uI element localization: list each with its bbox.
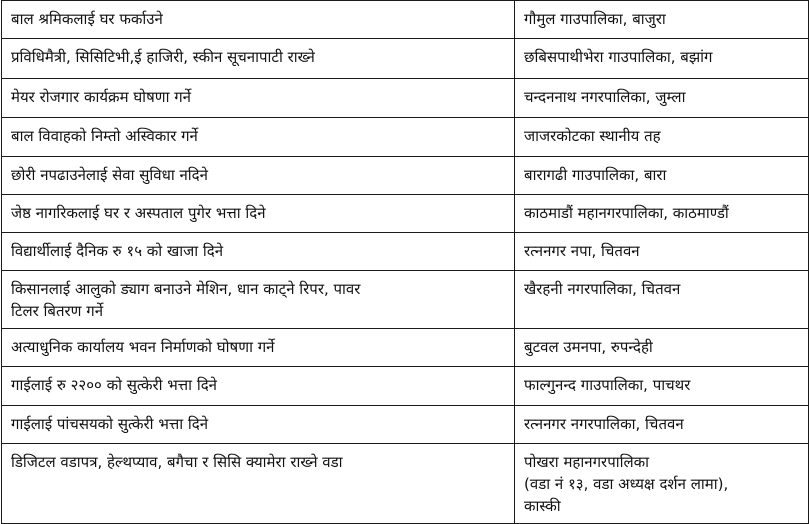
table-row xyxy=(2,271,809,329)
decision-cell: मेयर रोजगार कार्यक्रम घोषणा गर्ने xyxy=(2,79,515,118)
table-row xyxy=(2,195,809,233)
decision-cell: प्रविधिमैत्री, सिसिटिभी,ई हाजिरी, स्कीन सूचनापाटी राख्ने xyxy=(2,39,515,79)
local-body-cell: बारागढी गाउपालिका, बारा xyxy=(515,157,809,195)
local-body-cell: चन्दननाथ नगरपालिका, जुम्ला xyxy=(515,79,809,118)
local-body-line: पोखरा महानगरपालिका xyxy=(524,453,650,471)
local-body-cell: रत्ननगर नगरपालिका, चितवन xyxy=(515,406,809,444)
decision-cell: गाईलाई रु २२०० को सुत्केरी भत्ता दिने xyxy=(2,367,515,406)
local-body-line: कास्की xyxy=(524,497,561,515)
local-body-cell: काठमाडौं महानगरपालिका, काठमाण्डौं xyxy=(515,195,809,233)
decision-line: किसानलाई आलुको ड्याग बनाउने मेशिन, धान काट्ने रिपर, पावर xyxy=(11,280,361,298)
table-row xyxy=(2,39,809,79)
table-row xyxy=(2,444,809,524)
decision-cell: बाल विवाहको निम्तो अस्विकार गर्ने xyxy=(2,118,515,157)
local-body-cell xyxy=(515,444,809,524)
decision-line: टिलर बितरण गर्ने xyxy=(11,302,104,320)
local-body-cell: जाजरकोटका स्थानीय तह xyxy=(515,118,809,157)
table-row xyxy=(2,406,809,444)
decision-cell: गाईलाई पांचसयको सुत्केरी भत्ता दिने xyxy=(2,406,515,444)
local-body-cell: फाल्गुनन्द गाउपालिका, पाचथर xyxy=(515,367,809,406)
table-row xyxy=(2,1,809,39)
table-row xyxy=(2,233,809,271)
decision-cell: बाल श्रमिकलाई घर फर्काउने xyxy=(2,1,515,39)
decision-cell: डिजिटल वडापत्र, हेल्थप्याव, बगैचा र सिसि क्यामेरा राख्ने वडा xyxy=(2,444,515,524)
decision-cell xyxy=(2,271,515,329)
table-row xyxy=(2,79,809,118)
local-government-decisions-table xyxy=(1,0,809,524)
local-body-cell: बुटवल उमनपा, रुपन्देही xyxy=(515,329,809,367)
local-body-cell: रत्ननगर नपा, चितवन xyxy=(515,233,809,271)
table-row xyxy=(2,367,809,406)
decision-cell: छोरी नपढाउनेलाई सेवा सुविधा नदिने xyxy=(2,157,515,195)
table-row xyxy=(2,329,809,367)
decision-cell: जेष्ठ नागरिकलाई घर र अस्पताल पुगेर भत्ता दिने xyxy=(2,195,515,233)
table-row xyxy=(2,157,809,195)
local-body-cell: गौमुल गाउपालिका, बाजुरा xyxy=(515,1,809,39)
local-body-line: (वडा नं १३, वडा अध्यक्ष दर्शन लामा), xyxy=(524,475,729,493)
table-row xyxy=(2,118,809,157)
decision-cell: विद्यार्थीलाई दैनिक रु १५ को खाजा दिने xyxy=(2,233,515,271)
decision-cell: अत्याधुनिक कार्यालय भवन निर्माणको घोषणा गर्ने xyxy=(2,329,515,367)
local-body-cell: छबिसपाथीभेरा गाउपालिका, बझांग xyxy=(515,39,809,79)
local-body-cell: खैरहनी नगरपालिका, चितवन xyxy=(515,271,809,329)
